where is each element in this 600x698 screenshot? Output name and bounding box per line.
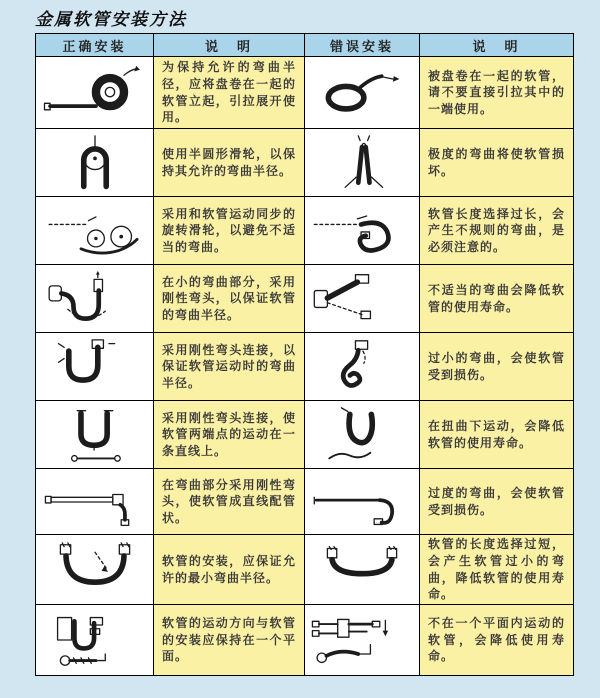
header-wrong-note: 说 明	[420, 34, 573, 57]
table-row-6-correct-note-cell	[154, 401, 305, 469]
table-row-8-correct-image-cell	[36, 535, 154, 605]
table-row-4-correct-note-cell	[154, 265, 305, 333]
table-row-6-wrong-note-cell	[420, 401, 573, 469]
table-row-4-correct-image-cell	[36, 265, 154, 333]
note-text: 软管的长度选择过短，会产生软管过小的弯曲，降低软管的使用寿命。	[428, 537, 565, 602]
note-text: 不适当的弯曲会降低软管的使用寿命。	[428, 282, 565, 314]
note-text: 使用半圆形滑轮，以保持其允许的弯曲半径。	[162, 146, 296, 178]
improper-sharp-bend-fitting-illustration	[306, 270, 418, 328]
u-hose-twisted-motion-illustration	[306, 406, 418, 464]
note-text: 在小的弯曲部分，采用刚性弯头，以保证软管的弯曲半径。	[162, 274, 296, 322]
straight-piping-with-rigid-elbow-illustration	[39, 473, 151, 531]
table-row-9-wrong-image-cell	[305, 605, 420, 675]
table-row-6-wrong-image-cell	[305, 401, 420, 469]
note-text: 在扭曲下运动，会降低软管的使用寿命。	[428, 418, 565, 450]
u-hose-endpoints-straight-line-illustration	[39, 406, 151, 464]
header-wrong-install: 错误安装	[305, 34, 420, 57]
table-row-4-wrong-note-cell	[420, 265, 573, 333]
header-correct-note: 说 明	[154, 34, 305, 57]
table-row-8-correct-note-cell	[154, 535, 305, 605]
table-row-2-wrong-image-cell	[305, 129, 420, 197]
note-text: 采用刚性弯头连接，使软管两端点的运动在一条直线上。	[162, 410, 296, 458]
table-row-7-wrong-note-cell	[420, 469, 573, 535]
note-text: 极度的弯曲将使软管损坏。	[428, 146, 565, 178]
table-row-3-correct-image-cell	[36, 197, 154, 265]
table-row-9-correct-note-cell	[154, 605, 305, 675]
note-text: 采用刚性弯头连接，以保证软管运动时的弯曲半径。	[162, 342, 296, 390]
table-row-1-wrong-image-cell	[305, 57, 420, 129]
hose-motion-out-of-plane-illustration	[306, 611, 418, 669]
table-row-3-wrong-image-cell	[305, 197, 420, 265]
table-row-7-correct-image-cell	[36, 469, 154, 535]
hose-hook-too-small-bend-illustration	[306, 338, 418, 396]
note-text: 在弯曲部分采用刚性弯头，使软管成直线配管状。	[162, 477, 296, 525]
table-row-7-wrong-image-cell	[305, 469, 420, 535]
hose-over-semicircular-pulley-illustration	[39, 134, 151, 192]
table-row-2-wrong-note-cell	[420, 129, 573, 197]
table-row-1-wrong-note-cell	[420, 57, 573, 129]
note-text: 不在一个平面内运动的软管，会降低使用寿命。	[428, 616, 565, 664]
note-text: 被盘卷在一起的软管，请不要直接引拉其中的一端使用。	[428, 68, 565, 116]
table-row-5-correct-note-cell	[154, 333, 305, 401]
overlong-hose-irregular-loop-illustration	[306, 202, 418, 260]
table-row-2-correct-image-cell	[36, 129, 154, 197]
table-row-4-wrong-image-cell	[305, 265, 420, 333]
table-row-2-correct-note-cell	[154, 129, 305, 197]
note-text: 为保持允许的弯曲半径，应将盘卷在一起的软管立起，引拉展开使用。	[162, 60, 296, 125]
note-text: 过度的弯曲，会使软管受到损伤。	[428, 485, 565, 517]
header-correct-install: 正确安装	[36, 34, 154, 57]
table-row-3-correct-note-cell	[154, 197, 305, 265]
table-row-9-wrong-note-cell	[420, 605, 573, 675]
note-text: 过小的弯曲，会使软管受到损伤。	[428, 350, 565, 382]
note-text: 采用和软管运动同步的旋转滑轮，以避免不适当的弯曲。	[162, 206, 296, 254]
table-row-8-wrong-note-cell	[420, 535, 573, 605]
minimum-bend-radius-u-hose-illustration	[39, 541, 151, 599]
table-row-1-correct-image-cell	[36, 57, 154, 129]
table-row-5-wrong-note-cell	[420, 333, 573, 401]
flat-coil-end-pulled-illustration	[306, 64, 418, 122]
table-row-3-wrong-note-cell	[420, 197, 573, 265]
table-row-9-correct-image-cell	[36, 605, 154, 675]
note-text: 软管的运动方向与软管的安装应保持在一个平面。	[162, 616, 296, 664]
rigid-elbow-u-connection-illustration	[39, 338, 151, 396]
too-short-hose-flat-u-illustration	[306, 541, 418, 599]
table-row-7-correct-note-cell	[154, 469, 305, 535]
table-row-5-wrong-image-cell	[305, 333, 420, 401]
hose-end-overbent-illustration	[306, 473, 418, 531]
hose-on-synchronized-rotating-pulleys-illustration	[39, 202, 151, 260]
standing-coiled-hose-illustration	[39, 64, 151, 122]
table-row-6-correct-image-cell	[36, 401, 154, 469]
rigid-elbow-at-small-bend-illustration	[39, 270, 151, 328]
note-text: 软管长度选择过长，会产生不规则的弯曲，是必须注意的。	[428, 206, 565, 254]
hose-motion-in-one-plane-illustration	[39, 611, 151, 669]
sharply-folded-hose-illustration	[306, 134, 418, 192]
table-row-5-correct-image-cell	[36, 333, 154, 401]
table-row-1-correct-note-cell	[154, 57, 305, 129]
page-title: 金属软管安装方法	[35, 10, 187, 30]
note-text: 软管的安装，应保证允许的最小弯曲半径。	[162, 553, 296, 585]
table-row-8-wrong-image-cell	[305, 535, 420, 605]
installation-table	[35, 33, 574, 676]
